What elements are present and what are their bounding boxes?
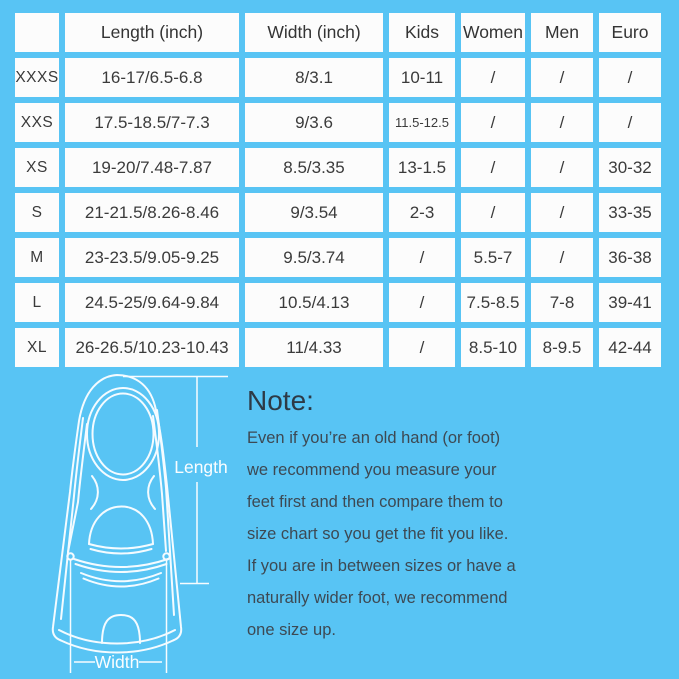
- value-cell: /: [531, 148, 593, 187]
- value-cell: 16-17/6.5-6.8: [65, 58, 239, 97]
- value-cell: 11/4.33: [245, 328, 383, 367]
- value-cell: 42-44: [599, 328, 661, 367]
- value-cell: 17.5-18.5/7-7.3: [65, 103, 239, 142]
- fin-heel-band-3: [81, 573, 161, 581]
- fin-instep-right-curve: [148, 476, 155, 509]
- value-cell: /: [461, 148, 525, 187]
- value-cell: 39-41: [599, 283, 661, 322]
- value-cell: 23-23.5/9.05-9.25: [65, 238, 239, 277]
- value-cell: /: [461, 58, 525, 97]
- foot-opening-outer: [87, 388, 159, 480]
- header-cell: Women: [461, 13, 525, 52]
- header-cell: Width (inch): [245, 13, 383, 52]
- size-label-cell: M: [15, 238, 59, 277]
- size-label-cell: L: [15, 283, 59, 322]
- value-cell: /: [389, 283, 455, 322]
- size-label-cell: XL: [15, 328, 59, 367]
- value-cell: 8.5-10: [461, 328, 525, 367]
- value-cell: /: [461, 103, 525, 142]
- value-cell: /: [599, 58, 661, 97]
- size-label-cell: XXXS: [15, 58, 59, 97]
- size-label-cell: XXS: [15, 103, 59, 142]
- note-line: feet first and then compare them to: [247, 493, 503, 511]
- fin-dome-base: [89, 544, 153, 549]
- fin-diagram: [20, 372, 240, 679]
- value-cell: 5.5-7: [461, 238, 525, 277]
- header-cell: Men: [531, 13, 593, 52]
- value-cell: 7.5-8.5: [461, 283, 525, 322]
- value-cell: 19-20/7.48-7.87: [65, 148, 239, 187]
- value-cell: 11.5-12.5: [389, 103, 455, 142]
- size-chart-table: [15, 13, 661, 367]
- value-cell: 9.5/3.74: [245, 238, 383, 277]
- value-cell: 26-26.5/10.23-10.43: [65, 328, 239, 367]
- value-cell: /: [531, 58, 593, 97]
- size-label-cell: S: [15, 193, 59, 232]
- fin-instep-left-curve: [91, 476, 98, 509]
- note-line: naturally wider foot, we recommend: [247, 589, 508, 607]
- fin-bottom-inner-line: [59, 630, 175, 644]
- value-cell: 7-8: [531, 283, 593, 322]
- value-cell: 24.5-25/9.64-9.84: [65, 283, 239, 322]
- value-cell: /: [531, 193, 593, 232]
- note-line: we recommend you measure your: [247, 461, 497, 479]
- value-cell: 13-1.5: [389, 148, 455, 187]
- note-section: [247, 384, 667, 646]
- value-cell: /: [531, 103, 593, 142]
- value-cell: /: [531, 238, 593, 277]
- fin-bottom-arch: [102, 615, 140, 643]
- note-line: size chart so you get the fit you like.: [247, 525, 509, 543]
- header-cell: Euro: [599, 13, 661, 52]
- value-cell: /: [461, 193, 525, 232]
- value-cell: 9/3.54: [245, 193, 383, 232]
- note-line: If you are in between sizes or have a: [247, 557, 516, 575]
- value-cell: 9/3.6: [245, 103, 383, 142]
- fin-heel-band-4: [84, 579, 159, 587]
- value-cell: 10-11: [389, 58, 455, 97]
- length-label: Length: [174, 457, 228, 477]
- corner-cell: [15, 13, 59, 52]
- value-cell: /: [389, 238, 455, 277]
- fin-illustration: [53, 375, 181, 653]
- fin-left-bump: [67, 553, 73, 559]
- value-cell: 2-3: [389, 193, 455, 232]
- note-title: Note:: [247, 385, 314, 416]
- value-cell: /: [599, 103, 661, 142]
- size-label-cell: XS: [15, 148, 59, 187]
- note-line: Even if you’re an old hand (or foot): [247, 429, 501, 447]
- value-cell: 8-9.5: [531, 328, 593, 367]
- fin-heel-band-1: [74, 559, 168, 567]
- value-cell: 8/3.1: [245, 58, 383, 97]
- note-line: one size up.: [247, 621, 336, 639]
- value-cell: 8.5/3.35: [245, 148, 383, 187]
- header-cell: Kids: [389, 13, 455, 52]
- value-cell: /: [389, 328, 455, 367]
- value-cell: 10.5/4.13: [245, 283, 383, 322]
- fin-dome-base-inner: [91, 549, 152, 554]
- header-cell: Length (inch): [65, 13, 239, 52]
- value-cell: 30-32: [599, 148, 661, 187]
- value-cell: 36-38: [599, 238, 661, 277]
- value-cell: 33-35: [599, 193, 661, 232]
- fin-dome: [89, 507, 153, 545]
- width-label: Width: [94, 652, 140, 672]
- foot-opening-inner: [93, 394, 154, 475]
- value-cell: 21-21.5/8.26-8.46: [65, 193, 239, 232]
- fin-left-rail: [61, 418, 83, 619]
